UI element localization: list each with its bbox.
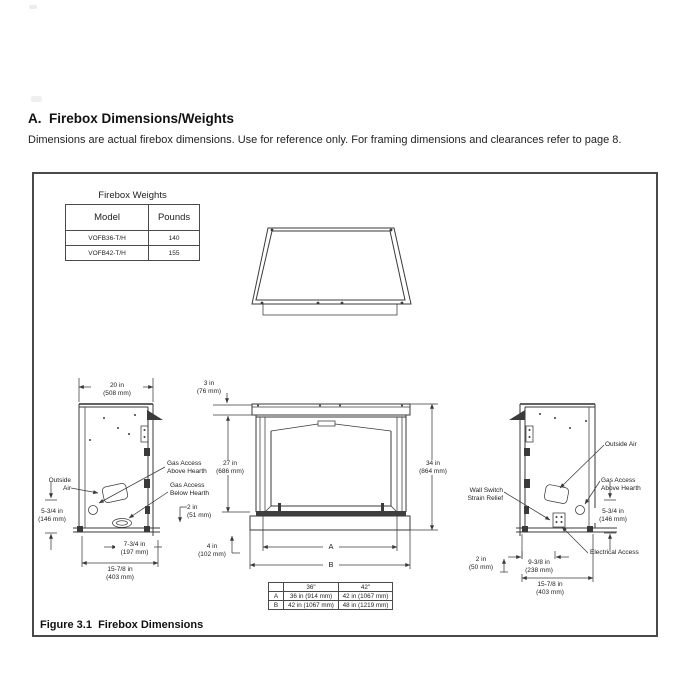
table-row [66,246,200,261]
value-cell: 48 in (1219 mm) [339,601,393,610]
weights-col-pounds: Pounds [149,205,200,231]
dim-5-34in-left-label: 5-3/4 in (146 mm) [34,508,70,523]
front-view-outline [250,404,410,530]
row-label: B [269,601,284,610]
pounds-cell: 140 [149,231,200,246]
dim-15-78in-left-label: 15-7/8 in (403 mm) [106,566,134,581]
model-cell: VOFB36-T/H [66,231,149,246]
model-cell: VOFB42-T/H [66,246,149,261]
weights-table [65,204,200,261]
dim-a-label: A [323,543,339,551]
dim-34in-label: 34 in (864 mm) [414,460,452,475]
dim-3in-label: 3 in (76 mm) [196,380,222,395]
table-row [66,231,200,246]
size-col-42: 42" [339,583,393,592]
dim-5-34in-right-label: 5-3/4 in (146 mm) [594,508,632,523]
value-cell: 42 in (1067 mm) [284,601,339,610]
value-cell: 36 in (914 mm) [284,592,339,601]
dim-2in-left-label: 2 in (51 mm) [187,504,212,519]
section-title: A. Firebox Dimensions/Weights [28,111,235,126]
figure-caption: Figure 3.1 Firebox Dimensions [40,619,204,631]
size-table [268,582,393,610]
pounds-cell: 155 [149,246,200,261]
intro-text: Dimensions are actual firebox dimensions. Use for reference only. For framing dimensions and clearances refer to page 8. [28,134,622,146]
left-view-dimension-lines [45,378,187,567]
scan-artifact [31,96,42,102]
left-view-outline [73,404,163,536]
figure-frame [32,172,658,637]
label-wall-switch-strain-relief: Wall Switch Strain Relief [467,487,503,502]
label-outside-air-right: Outside Air [605,441,637,448]
label-outside-air-left: Outside Air [48,477,71,492]
label-gas-access-below-left: Gas Access Below Hearth [170,482,210,497]
label-gas-access-above-right: Gas Access Above Hearth [601,477,641,492]
row-label: A [269,592,284,601]
dim-20in-label: 20 in (508 mm) [91,382,143,397]
value-cell: 42 in (1067 mm) [339,592,393,601]
weights-table-title: Firebox Weights [98,190,167,201]
top-view-outline [252,228,411,315]
weights-col-model: Model [66,205,149,231]
dim-b-label: B [323,561,339,569]
table-row [269,592,393,601]
dim-4in-label: 4 in (102 mm) [198,543,226,558]
dim-7-34in-label: 7-3/4 in (197 mm) [115,541,154,556]
label-gas-access-above-left: Gas Access Above Hearth [167,460,207,475]
dim-2in-right-label: 2 in (50 mm) [468,556,494,571]
size-col-blank [269,583,284,592]
size-col-36: 36" [284,583,339,592]
label-electrical-access: Electrical Access [590,549,639,556]
table-row [269,601,393,610]
scan-artifact [29,5,37,9]
dim-27in-label: 27 in (686 mm) [211,460,249,475]
dim-9-38in-label: 9-3/8 in (238 mm) [519,559,559,574]
dim-15-78in-right-label: 15-7/8 in (403 mm) [536,581,564,596]
